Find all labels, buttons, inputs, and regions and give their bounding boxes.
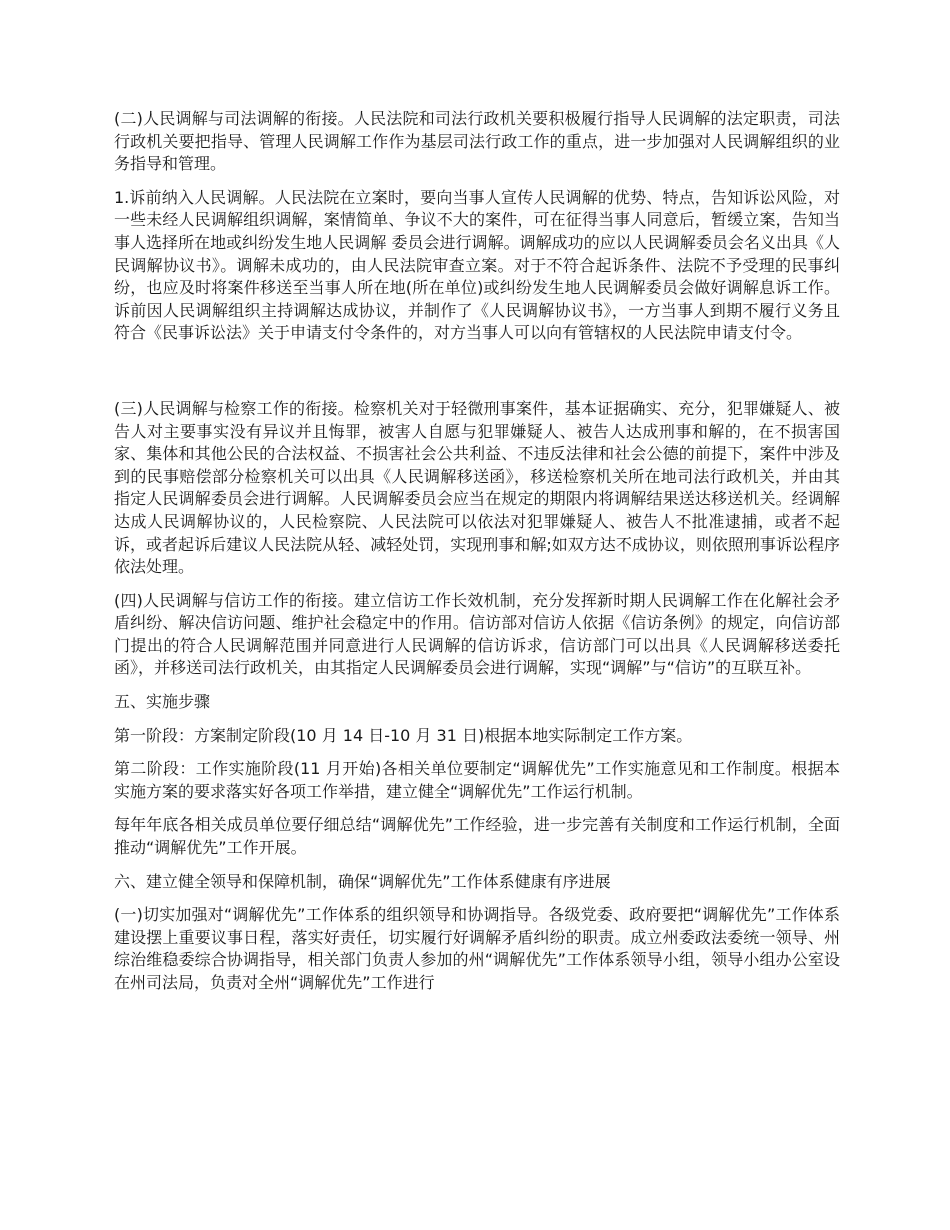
paragraph-annual-summary: 每年年底各相关成员单位要仔细总结“调解优先”工作经验，进一步完善有关制度和工作运行机制，全面推动“调解优先”工作开展。 — [114, 815, 840, 858]
paragraph-organizational-leadership: (一)切实加强对“调解优先”工作体系的组织领导和协调指导。各级党委、政府要把“调解优先”工作体系建设摆上重要议事日程，落实好责任，切实履行好调解矛盾纠纷的职责。成立州委政法委统一领导、州综治维稳委综合协调指导，相关部门负责人参加的州“调解优先”工作体系领导小组，领导小组办公室设在州司法局，负责对全州“调解优先”工作进行 — [114, 905, 840, 992]
paragraph-gap — [114, 356, 840, 398]
paragraph-stage-one: 第一阶段：方案制定阶段(10 月 14 日-10 月 31 日)根据本地实际制定工作方案。 — [114, 725, 693, 745]
section-heading-leadership-mechanism: 六、建立健全领导和保障机制，确保“调解优先”工作体系健康有序进展 — [114, 871, 611, 891]
document-page — [114, 108, 840, 1006]
paragraph-procuratorial-mediation: (三)人民调解与检察工作的衔接。检察机关对于轻微刑事案件，基本证据确实、充分，犯罪嫌疑人、被告人对主要事实没有异议并且悔罪，被害人自愿与犯罪嫌疑人、被告人达成刑事和解的，在不损害国家、集体和其他公民的合法权益、不损害社会公共利益、不违反法律和社会公德的前提下，案件中涉及到的民事赔偿部分检察机关可以出具《人民调解移送函》，移送检察机关所在地司法行政机关，并由其指定人民调解委员会进行调解。人民调解委员会应当在规定的期限内将调解结果送达移送机关。经调解达成人民调解协议的，人民检察院、人民法院可以依法对犯罪嫌疑人、被告人不批准逮捕，或者不起诉，或者起诉后建议人民法院从轻、减轻处罚，实现刑事和解;如双方达不成协议，则依照刑事诉讼程序依法处理。 — [114, 398, 840, 577]
paragraph-petition-mediation: (四)人民调解与信访工作的衔接。建立信访工作长效机制，充分发挥新时期人民调解工作在化解社会矛盾纠纷、解决信访问题、维护社会稳定中的作用。信访部对信访人依据《信访条例》的规定，向信访部门提出的符合人民调解范围并同意进行人民调解的信访诉求，信访部门可以出具《人民调解移送委托函》，并移送司法行政机关，由其指定人民调解委员会进行调解，实现“调解”与“信访”的互联互补。 — [114, 590, 840, 678]
paragraph-pre-litigation-mediation: 1.诉前纳入人民调解。人民法院在立案时，要向当事人宣传人民调解的优势、特点，告知诉讼风险，对一些未经人民调解组织调解，案情简单、争议不大的案件，可在征得当事人同意后，暂缓立案，告知当事人选择所在地或纠纷发生地人民调解 委员会进行调解。调解成功的应以人民调解委员会名义出具《人民调解协议书》。调解未成功的，由人民法院审查立案。对于不符合起诉条件、法院不予受理的民事纠纷，也应及时将案件移送至当事人所在地(所在单位)或纠纷发生地人民调解委员会做好调解息诉工作。诉前因人民调解组织主持调解达成协议，并制作了《人民调解协议书》，一方当事人到期不履行义务且符合《民事诉讼法》关于申请支付令条件的，对方当事人可以向有管辖权的人民法院申请支付令。 — [114, 187, 840, 343]
section-heading-implementation-steps: 五、实施步骤 — [114, 692, 211, 712]
paragraph-civil-judicial-mediation: (二)人民调解与司法调解的衔接。人民法院和司法行政机关要积极履行指导人民调解的法定职责，司法行政机关要把指导、管理人民调解工作作为基层司法行政工作的重点，进一步加强对人民调解组织的业务指导和管理。 — [114, 109, 840, 174]
paragraph-stage-two: 第二阶段：工作实施阶段(11 月开始)各相关单位要制定“调解优先”工作实施意见和工作制度。根据本实施方案的要求落实好各项工作举措，建立健全“调解优先”工作运行机制。 — [114, 759, 840, 801]
